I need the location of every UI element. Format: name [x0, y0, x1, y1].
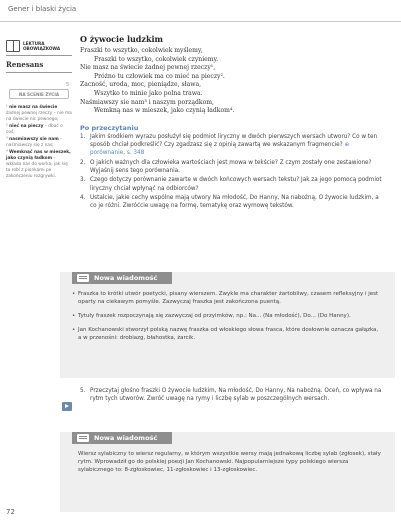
- message-icon: [77, 274, 89, 282]
- book-icon: [6, 40, 20, 52]
- running-header: [0, 0, 401, 22]
- poem-line: Wszytko to minie jako polna trawa.: [94, 89, 203, 97]
- glossary-item: ³ nasmiawszy sie nam – naśmiawszy się z nas;: [6, 137, 63, 148]
- audio-video-icon[interactable]: [62, 402, 72, 411]
- question-item: 2. O jakich ważnych dla człowieka wartościach jest mowa w tekście? Z czym zostały one zestawione? Wyjaśnij sens tego porównania.: [80, 159, 372, 174]
- poem-title: O żywocie ludzkim: [80, 34, 163, 44]
- info-box-body: [60, 284, 395, 354]
- glossary-item: ² nieć na pieczy – dbać o coś;: [6, 124, 63, 135]
- reference-link[interactable]: ⊕ porównanie, s. 348: [90, 142, 350, 157]
- section-heading: Po przeczytaniu: [80, 123, 139, 132]
- info-bullet: • Jan Kochanowski stworzył polską nazwę fraszka od włoskiego słowa frasca, które dosłownie oznacza gałązka, a w przenośni: drobiazg, błahostka, żarcik.: [78, 326, 381, 342]
- message-icon: [77, 434, 89, 442]
- scene-tag: NA SCENIE ŻYCIA: [9, 89, 69, 99]
- question-item: 4. Ustalcie, jakie cechy wspólne mają utwory Na młodość, Do Hanny, Na nabożną, O żywocie ludzkim, a co je różni. Zwróćcie uwagę na formę, tematykę oraz wymowę tekstów.: [80, 194, 379, 210]
- poem-line: Próżno tu człowiek ma co mieć na pieczy².: [94, 72, 225, 80]
- info-bullet: • Fraszka to krótki utwór poetycki, pisany wierszem. Zwykle ma charakter żartobliwy, czasem refleksyjny i jest oparty na ciekawym pomyśle. Zazwyczaj fraszka jest zakończona puentą.: [78, 290, 381, 306]
- info-bullet: • Tytuły fraszek rozpoczynają się zazwyczaj od przyimków, np.: Na... (Na młodość), Do... (Do Hanny).: [78, 312, 381, 320]
- glossary-item: ⁴ Wemknąć nas w mieszek, jako czynią ładkom – wkłada nas do worka, jak się to robi z pionkami po zakończeniu rozgrywki.: [6, 150, 71, 179]
- info-box: [60, 432, 395, 512]
- glossary-item: ¹ nie masz na świecie żadnej pewnej rzeczy – nie ma na świecie nic pewnego;: [6, 105, 72, 122]
- sidebar: [6, 40, 72, 181]
- info-box: [60, 272, 395, 378]
- poem-line: Fraszki to wszytko, cokolwiek myślemy,: [80, 47, 203, 54]
- info-box-header: Nowa wiadomość: [72, 272, 172, 284]
- page-number: 72: [6, 508, 15, 516]
- lektura-box: [6, 40, 72, 56]
- main-content: [66, 34, 385, 210]
- poem-line: Nie masz na świecie żadnej pewnej rzeczy¹,: [80, 64, 216, 72]
- info-box-body: [60, 444, 395, 486]
- poem-line: Fraszki to wszytko, cokolwiek czyniemy.: [94, 55, 219, 63]
- info-text: Wiersz sylabiczny to wiersz regularny, w którym wszystkie wersy mają jednakową liczbę sylab (zgłosek), stały rytm. Wprowadził go do polskiej poezji Jan Kochanowski. Najpopularniejsze typy polskiego wiersza sylabicznego to: 8-zgłoskowiec, 11-zgłoskowiec i 13-zgłoskowiec.: [78, 451, 381, 473]
- poem-line: Wemkną nas w mieszek, jako czynią ładkom⁴.: [94, 107, 235, 115]
- lektura-label: LEKTURA OBOWIĄZKOWA: [23, 41, 61, 51]
- poem-line: Zacność, uroda, moc, pieniądze, sława, 5: [66, 81, 202, 89]
- info-box-header: Nowa wiadomość: [72, 432, 172, 444]
- poem-line: Naśmiawszy sie nam³ i naszym porządkom,: [80, 98, 214, 106]
- line-number: 5: [66, 82, 70, 89]
- poem: [66, 47, 385, 116]
- question-item: 5. Przeczytaj głośno fraszki O żywocie ludzkim, Na młodość, Do Hanny, Na nabożną. Oceń, co wpływa na rytm tych utworów. Zwróć uwagę na rymy i liczbę sylab w poszczególnych wersach.: [80, 388, 382, 403]
- epoch-label: Renesans: [6, 60, 72, 73]
- question-item: 1. Jakim środkiem wyrazu posłużył się podmiot liryczny w dwóch pierwszych wersach utworu? Co w ten sposób chciał podkreślić? Czy zgadzasz się z opinią zawartą we wskazanym fragmencie? ⊕ porównanie, s. 348: [80, 133, 378, 157]
- question-item: 3. Czego dotyczy porównanie zawarte w dwóch końcowych wersach tekstu? Jak za jego pomocą podmiot liryczny chciał wpłynąć na odbiorców?: [80, 177, 382, 192]
- header-title: Gener i blaski życia: [8, 5, 77, 13]
- glossary: [6, 105, 72, 180]
